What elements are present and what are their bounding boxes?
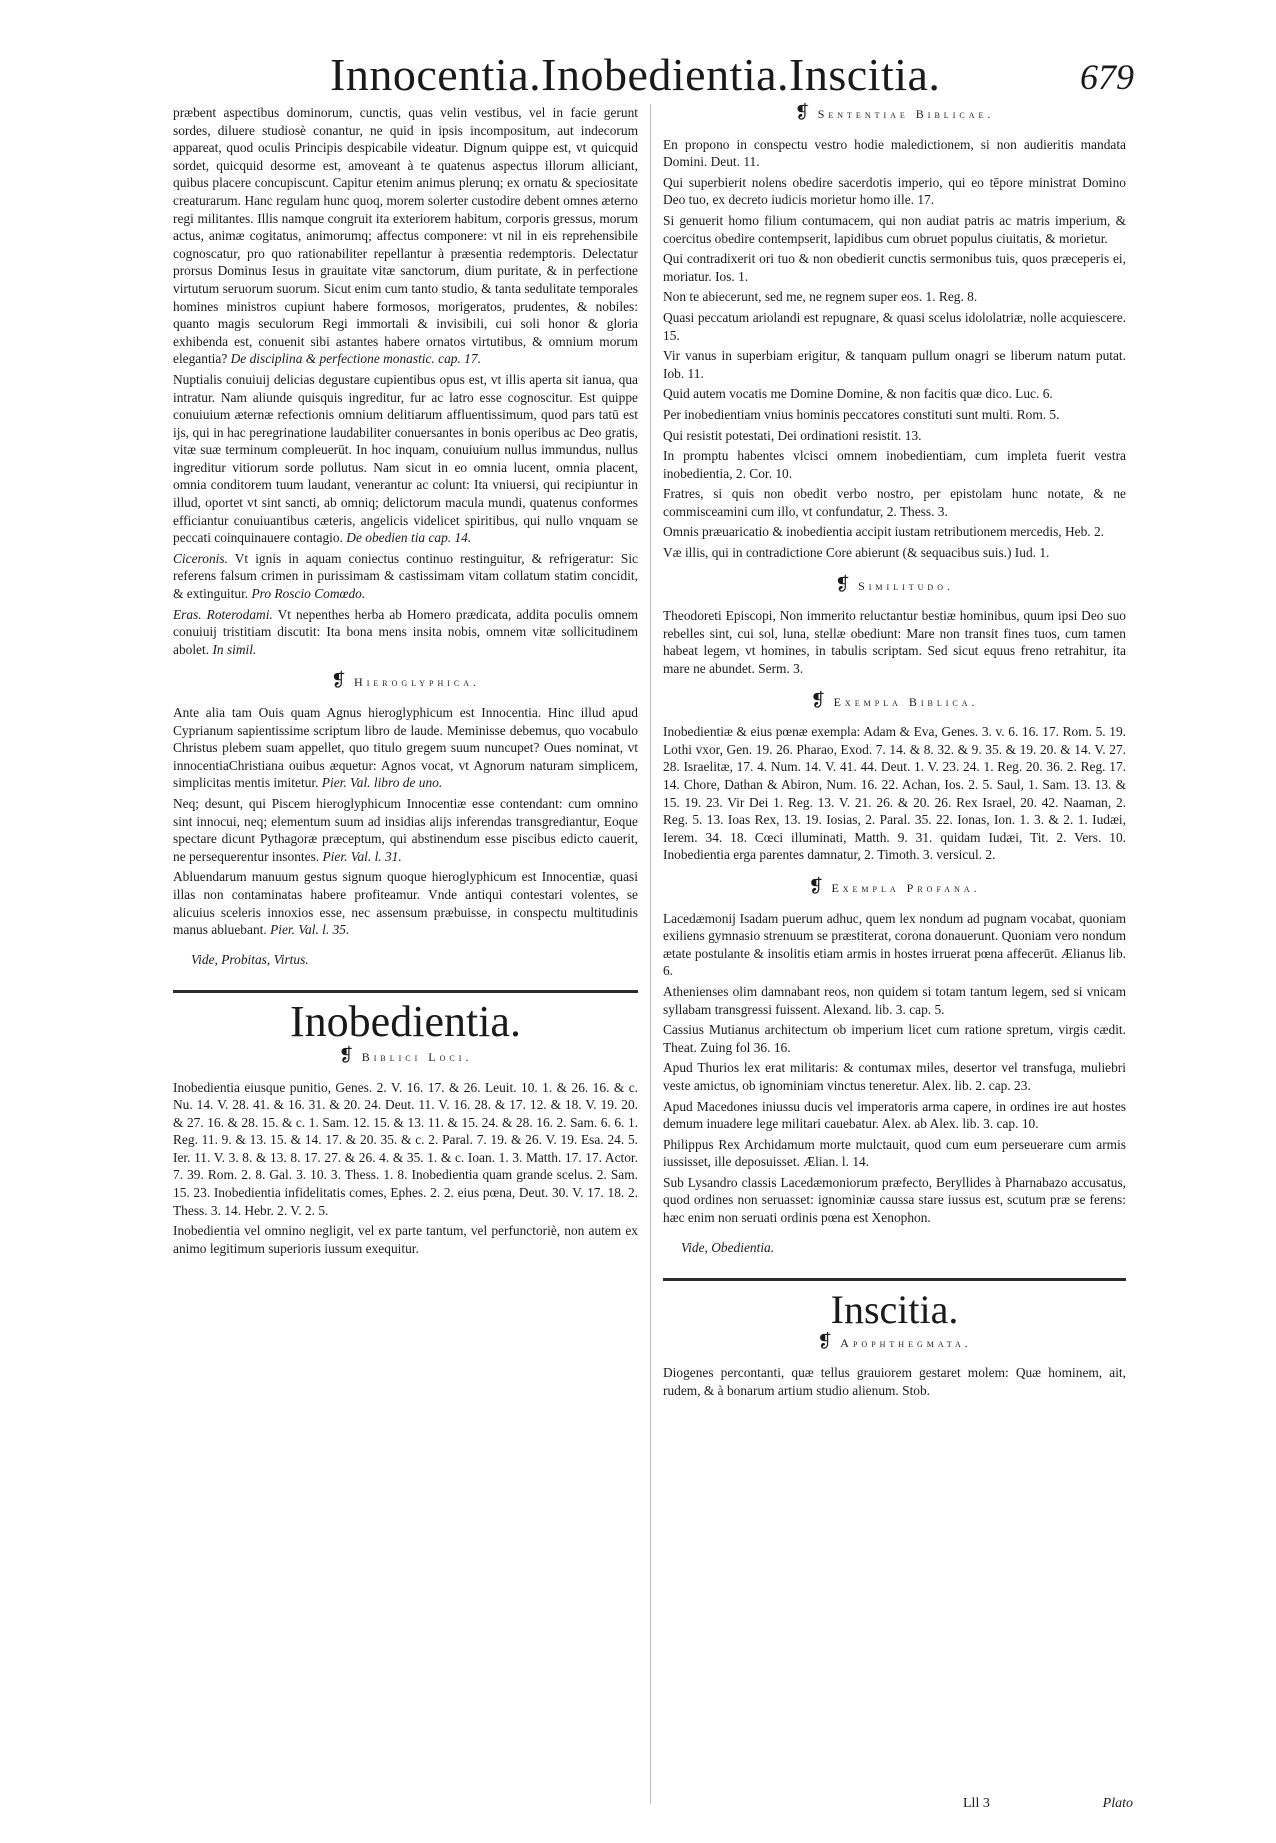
left-column <box>173 104 638 1260</box>
sententia-item: En propono in conspectu vestro hodie maledictionem, si non audieritis mandata Domini. Deut. 11. <box>663 136 1126 170</box>
pilcrow-icon: ❡ <box>338 1044 354 1065</box>
sententia-item: Non te abiecerunt, sed me, ne regnem super eos. 1. Reg. 8. <box>663 289 978 305</box>
pilcrow-icon: ❡ <box>817 1330 833 1351</box>
innocentia-paragraph: præbent aspectibus dominorum, cunctis, quas velin vestibus, vel in facie gerunt sordes, diluere studiosè conantur, ne quid in ipsis incompositum, aut indecorum appareat, quod oculis Principis despicabile videatur. Dignum quippe est, vt quicquid sordet, quicquid desorme est, amoveant à te quatenus aspectus illorum alliciant, quibus placere concupiscunt. Capitur etenim animus plerunq; ex ornatu & speciositate creaturarum. Hanc regulam hunc quoq, morem solerter custodire debent omnes æterno regi militantes. Illis namque congruit ita exteriorem habitum, corporis gressus, morum actus, animæ cogitatus, animorumq; affectus componere: vt nil in eis reprehensibile cognoscatur, pro quo rationabiliter repellantur à præsentia redemptoris. Delectatur prorsus Dominus Iesus in grauitate vitæ sanctorum, dium puritate, & in perfectione virtutum seruorum suorum. Sicut enim cum tanto studio, & tanta sedulitate temporales homines ministros cupiunt habere formosos, morigeratos, prudentes, & nobiles: quanto magis seculorum Regi immortali & invisibili, cui soli honor & gloria exhibenda est, conuenit sibi astantes habere ornatos virtutibus, & omnium morum elegantia? De disciplina & perfectione monastic. cap. 17. <box>173 105 638 367</box>
section-rule <box>173 990 638 993</box>
pilcrow-icon: ❡ <box>835 573 851 594</box>
pilcrow-icon: ❡ <box>808 875 824 896</box>
sententia-item: Omnis præuaricatio & inobedientia accipit iustam retributionem mercedis, Heb. 2. <box>663 524 1105 540</box>
catchword: Plato <box>1102 1796 1133 1811</box>
exemplum-profanum: Apud Macedones iniussu ducis vel imperatoris arma capere, in ordines ire aut hostes demum inuadere lege militari cauebatur. Alex. ab Alex. lib. 3. cap. 10. <box>663 1098 1126 1132</box>
signature-mark: Lll 3 <box>963 1796 990 1811</box>
sententia-item: Væ illis, qui in contradictione Core abierunt (& sequacibus suis.) Iud. 1. <box>663 545 1050 561</box>
sententia-item: Qui superbierit nolens obedire sacerdotis imperio, qui eo tēpore ministrat Domino Deo tuo, ex decreto iudicis morietur homo ille. 17. <box>663 174 1126 208</box>
innocentia-paragraph: Nuptialis conuiuij delicias degustare cupientibus opus est, vt illis aperta sit ianua, qua intratur. Nam aliunde quisquis ingreditur, fur ac latro esse cognoscitur. Est quippe conuiuium æternæ refectionis omnium delitiarum affluentissimum, quod pars tatū est ijs, qui in hac peregrinatione laudabiliter conuersantes in bonis operibus ac Deo gratis, vitæ suæ terminum compleuerūt. In hoc inquam, conuiuium nullus immundus, nullus ingreditur vitiorum sorde pollutus. Nam sicut in eo omnia lucent, omnia placent, omnia conditorem tuum laudant, venerantur ac colunt: Ita vniuersi, qui recipiuntur in illud, oportet vt sint sancti, ab omniq; delictorum macula mundi, quatenus conformes efficiantur conuiuantibus cæteris, angelicis videlicet spiritibus, qui nullo vnquam se peccati coinquinauere contagio. De obedien tia cap. 14. <box>173 371 638 546</box>
source-citation: Eras. Roterodami. <box>173 606 273 622</box>
column-divider <box>650 104 651 1804</box>
running-title: Innocentia.Inobedientia.Inscitia. <box>330 49 941 100</box>
section-heading-inobedientia: Inobedientia. <box>290 997 521 1047</box>
exemplum-profanum: Athenienses olim damnabant reos, non quidem si totam tantum legem, sed si vnicam syllabam transgressi fuissent. Alexand. lib. 3. cap. 5. <box>663 983 1126 1017</box>
section-rubric: ❡ Biblici Loci. <box>338 1044 473 1065</box>
pilcrow-icon: ❡ <box>810 689 826 710</box>
hieroglyphica-paragraph: Neq; desunt, qui Piscem hieroglyphicum Innocentiæ esse contendant: cum omnino sint innocui, neq; elementum suum ad insidias alijs inferendas transgrediantur, Eoque spectare dicunt Pythagoræ præceptum, qui abstinendum esse piscibus edicto cauerit, ne persequerentur insontes. Pier. Val. l. 31. <box>173 795 638 864</box>
exemplum-profanum: Apud Thurios lex erat militaris: & contumax miles, desertor vel transfuga, muliebri veste amictus, ob ignominiam vinctus teneretur. Alex. lib. 2. cap. 23. <box>663 1060 1126 1093</box>
right-column <box>663 104 1126 1403</box>
section-rubric: ❡ Apophthegmata. <box>817 1330 972 1351</box>
sententia-item: Si genuerit homo filium contumacem, qui non audiat patris ac matris imperium, & coercitus obedire contempserit, lapidibus cum obruet populus ciuitatis, & morietur. <box>663 212 1126 246</box>
source-citation: Pier. Val. l. 31. <box>322 848 402 864</box>
source-citation: De obedien tia cap. 14. <box>346 530 472 546</box>
section-rubric: ❡ Sententiae Biblicae. <box>794 102 995 122</box>
pilcrow-icon: ❡ <box>330 670 347 691</box>
innocentia-paragraph: Ciceronis. Vt ignis in aquam coniectus continuo restinguitur, & refrigeratur: Sic referens falsum crimen in purissimam & castissimam vitam collatum statim concidit, & extinguitur. Pro Roscio Comœdo. <box>173 550 639 602</box>
section-heading-inscitia: Inscitia. <box>830 1287 959 1333</box>
section-rubric: ❡ Exempla Biblica. <box>810 689 979 710</box>
pilcrow-icon: ❡ <box>794 102 810 122</box>
source-citation: De disciplina & perfectione monastic. cap. 17. <box>230 351 481 367</box>
biblici-paragraph: Inobedientia vel omnino negligit, vel ex parte tantum, vel perfunctoriè, non autem ex animo legitimum superioris iussum exequitur. <box>173 1223 638 1256</box>
sententia-item: Vir vanus in superbiam erigitur, & tanquam pullum onagri se liberum natum putat. Iob. 11. <box>663 348 1126 381</box>
sententia-item: Quasi peccatum ariolandi est repugnare, & quasi scelus idololatriæ, nolle acquiescere. 15. <box>663 309 1126 343</box>
hieroglyphica-paragraph: Ante alia tam Ouis quam Agnus hieroglyphicum est Innocentia. Hinc illud apud Cyprianum sapientissime scriptum libro de laude. Meminisse debemus, quo vocabulo Christus plebem suam appellet, quo titulo gregem suum nuncupet? Oues nominat, vt innocentiaChristiana ouibus æquetur: Agnos vocat, vt Agnorum naturam simplicem, simplicitas mentis imitetur. Pier. Val. libro de uno. <box>173 705 638 791</box>
apophthegma-paragraph: Diogenes percontanti, quæ tellus grauiorem gestaret molem: Quæ hominem, ait, rudem, & à bonarum artium studio alienum. Stob. <box>663 1365 1126 1399</box>
section-rule <box>663 1278 1126 1281</box>
source-citation: Ciceronis. <box>173 550 228 566</box>
similitudo-paragraph: Theodoreti Episcopi, Non immerito reluctantur bestiæ hominibus, quum ipsi Deo suo rebelles sint, cui sol, luna, stellæ obediunt: Mare non transit fines tuos, cum tamen habeat legem, vt homines, in tabulis scriptam. Sed sicut equus freno retrahitur, ita mare ne abundet. Serm. 3. <box>663 608 1126 677</box>
page-footer <box>963 1796 1133 1812</box>
cross-reference: Vide, Obedientia. <box>681 1239 775 1255</box>
exemplum-profanum: Cassius Mutianus architectum ob imperium licet cum ratione spretum, virgis cædit. Theat. Zuing fol 36. 16. <box>663 1022 1126 1055</box>
sententia-item: Fratres, si quis non obedit verbo nostro, per epistolam hunc notate, & ne commisceamini cum illo, vt confundatur, 2. Thess. 3. <box>663 486 1126 519</box>
sententia-item: Per inobedientiam vnius hominis peccatores constituti sunt multi. Rom. 5. <box>663 406 1060 422</box>
source-citation: Pier. Val. l. 35. <box>270 922 350 938</box>
sententia-item: Quid autem vocatis me Domine Domine, & non facitis quæ dico. Luc. 6. <box>663 386 1053 402</box>
innocentia-paragraph: Eras. Roterodami. Vt nepenthes herba ab Homero prædicata, addita poculis omnem conuiuij tristitiam discutit: Ita bona mens insita nobis, omnem vitæ sollicitudinem abolet. In simil. <box>173 606 638 657</box>
sententia-item: Qui contradixerit ori tuo & non obedierit cunctis sermonibus tuis, quos præceperis ei, moriatur. Ios. 1. <box>663 251 1126 284</box>
sententia-item: In promptu habentes vlcisci omnem inobedientiam, cum impleta fuerit vestra inobedientia, 2. Cor. 10. <box>663 448 1126 481</box>
exemplum-profanum: Lacedæmonij Isadam puerum adhuc, quem lex nondum ad pugnam vocabat, quoniam exiliens gymnasio strenuum se præstiterat, corona donauerunt. Quoniam vero nondum ætate postulante & insolitis etiam armis in hostes irruerat pœna affecerūt. Ælianus lib. 6. <box>663 910 1126 979</box>
section-rubric: ❡ Hieroglyphica. <box>330 670 481 691</box>
source-citation: Pier. Val. libro de uno. <box>321 775 443 791</box>
source-citation: In simil. <box>212 641 257 657</box>
exemplum-profanum: Sub Lysandro classis Lacedæmoniorum præfecto, Beryllides à Pharnabazo accusatus, quod ordines non seruasset: ignominiæ caussa stare iussus est, scutum præ se ferens: hæc enim non seruati ordinis pœna est Xenophon. <box>663 1174 1126 1226</box>
page-number: 679 <box>1080 57 1134 97</box>
sententia-item: Qui resistit potestati, Dei ordinationi resistit. 13. <box>663 427 922 443</box>
section-rubric: ❡ Similitudo. <box>835 573 954 594</box>
section-rubric: ❡ Exempla Profana. <box>808 875 981 896</box>
exemplum-profanum: Philippus Rex Archidamum morte mulctauit, quod cum eum perseuerare cum armis iussisset, ille deposuisset. Ælian. l. 14. <box>663 1136 1126 1170</box>
biblici-paragraph: Inobedientia eiusque punitio, Genes. 2. V. 16. 17. & 26. Leuit. 10. 1. & 26. 16. & c. Nu. 14. V. 28. 41. & 16. 31. & 20. 24. Deut. 11. V. 16. 28. & 17. 12. & 18. V. 19. 20. & 27. 16. & 28. 15. & c. 1. Sam. 12. 15. & 13. 11. & 15. 24. & 28. 16. 2. Sam. 6. 6. 1. Reg. 11. 9. & 13. 15. & 14. 17. & 20. 35. & c. 2. Paral. 7. 19. & 26. V. 19. Esa. 24. 5. Ier. 11. V. 3. 8. & 13. 8. 17. 27. & 26. 4. & 35. 1. & c. Ioan. 1. 3. Matth. 17. 17. Actor. 7. 39. Rom. 2. 8. Gal. 3. 10. 3. Thess. 1. 8. Inobedientia quam grande scelus. 2. Sam. 15. 23. Inobedientia infidelitatis comes, Ephes. 2. 2. eius pœna, Deut. 30. V. 17. 18. 2. Thess. 3. 14. Hebr. 2. V. 2. 5. <box>173 1079 638 1218</box>
exempla-biblica-paragraph: Inobedientiæ & eius pœnæ exempla: Adam & Eva, Genes. 3. v. 6. 16. 17. Rom. 5. 19. Lothi vxor, Gen. 19. 26. Pharao, Exod. 7. 14. & 8. 32. & 9. 35. & 19. 20. & 14. V. 27. 28. Israelitæ, 17. 4. Num. 14. V. 41. 44. Deut. 1. V. 23. 24. 1. Reg. 20. 36. 2. Reg. 17. 14. Chore, Dathan & Abiron, Num. 16. 22. Achan, Ios. 2. 5. Saul, 1. Sam. 13. 13. & 15. 19. 23. Vir Dei 1. Reg. 13. V. 21. 26. & 20. 26. Rex Israel, 20. 42. Naaman, 2. Reg. 5. 13. Ioas Rex, 13. 19. Iosias, 2. Paral. 35. 22. Ionas, Ion. 1. 3. & 2. 1. Iudæi, Ierem. 34. 18. Cœci illuminati, Matth. 9. 31. quidam Iudæi, Tit. 2. Vers. 10. Inobedientia erga parentes damnatur, 2. Timoth. 3. versicul. 2. <box>663 724 1126 863</box>
source-citation: Pro Roscio Comœdo. <box>251 586 366 602</box>
hieroglyphica-paragraph: Abluendarum manuum gestus signum quoque hieroglyphicum est Innocentiæ, quasi illas non contaminatas habere profiteamur. Vnde antiqui contestari volentes, se alicuius sceleris innoxios esse, nec assensum præbuisse, in conspectu multitudinis manus abluebant. Pier. Val. l. 35. <box>173 869 638 938</box>
cross-reference: Vide, Probitas, Virtus. <box>191 951 309 967</box>
